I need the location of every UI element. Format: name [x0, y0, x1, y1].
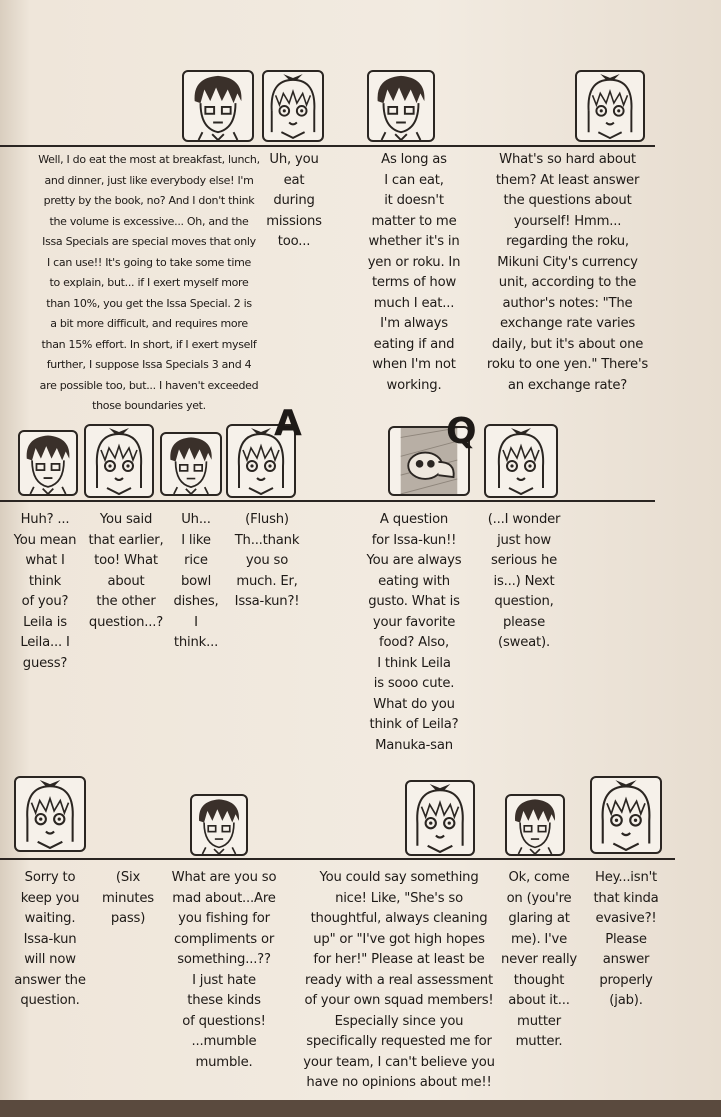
answer-marker: A	[274, 403, 302, 444]
issa-answer-text: What are you so mad about...Are you fishing for compliments or something...?? I just hate these kinds of questions! ...mumble mumble.	[171, 870, 277, 1070]
leila-remark-text: What's so hard about them? At least answer the questions about yourself! Hmm... regarding the roku, Mikuni City's currency unit, according to the author's notes: "The exchange rate varies daily, but it's about one roku to one yen." There's an exchange rate?	[486, 152, 649, 393]
question-marker: Q	[446, 411, 477, 452]
section-divider	[0, 500, 655, 502]
leila-face-icon	[575, 70, 645, 142]
leila-remark-text: (Flush) Th...thank you so much. Er, Issa-kun?!	[234, 512, 300, 609]
leila-face-icon	[262, 70, 324, 142]
leila-remark-text: Sorry to keep you waiting. Issa-kun will now answer the question.	[14, 870, 86, 1008]
issa-answer-text: Uh... I like rice bowl dishes, I think...	[173, 512, 219, 650]
issa-face-icon	[160, 432, 222, 496]
leila-remark-text: You said that earlier, too! What about the other question...?	[88, 512, 164, 630]
leila-face-icon	[84, 424, 154, 498]
issa-answer-text: Well, I do eat the most at breakfast, lunch, and dinner, just like everybody else! I'm pretty by the book, no? And I don't think the volume is excessive... Oh, and the Issa Specials are special moves that only I can use!! It's going to take some time to explain, but... if I exert myself more than 10%, you get the Issa Special. 2 is a bit more difficult, and requires more than 15% effort. In short, if I exert myself further, I suppose Issa Specials 3 and 4 are possible too, but... I haven't exceeded those boundaries yet.	[38, 153, 260, 412]
issa-answer-text: Ok, come on (you're glaring at me). I've never really thought about it... mutter mutter.	[500, 870, 578, 1049]
leila-face-icon	[484, 424, 558, 498]
page-edge	[0, 1100, 721, 1117]
issa-face-icon	[505, 794, 565, 856]
section-divider	[0, 858, 675, 860]
leila-remark-text: You could say something nice! Like, "She's so thoughtful, always cleaning up" or "I've got high hopes for her!" Please at least be ready with a real assessment of your own squad members! Especially since you specifically requested me for your team, I can't believe you have no opinions about me!!	[303, 870, 495, 1090]
issa-answer-text: As long as I can eat, it doesn't matter to me whether it's in yen or roku. In terms of how much I eat... I'm always eating if and when I'm not working.	[367, 152, 461, 393]
issa-face-icon	[182, 70, 254, 142]
issa-face-icon	[18, 430, 78, 496]
leila-remark-text: Hey...isn't that kinda evasive?! Please answer properly (jab).	[593, 870, 659, 1008]
reader-question-text: A question for Issa-kun!! You are always eating with gusto. What is your favorite food? Also, I think Leila is sooo cute. What do you think of Leila? Manuka-san	[366, 512, 462, 753]
leila-remark-text: (...I wonder just how serious he is...) Next question, please (sweat).	[487, 512, 561, 650]
leila-face-icon	[405, 780, 475, 856]
issa-answer-text: Huh? ... You mean what I think of you? Leila is Leila... I guess?	[13, 512, 77, 671]
issa-face-icon	[190, 794, 248, 856]
issa-face-icon	[367, 70, 435, 142]
leila-face-icon	[590, 776, 662, 854]
stage-direction-text: (Six minutes pass)	[102, 870, 154, 926]
section-divider	[0, 145, 655, 147]
leila-remark-text: Uh, you eat during missions too...	[266, 152, 322, 249]
leila-face-icon	[14, 776, 86, 852]
